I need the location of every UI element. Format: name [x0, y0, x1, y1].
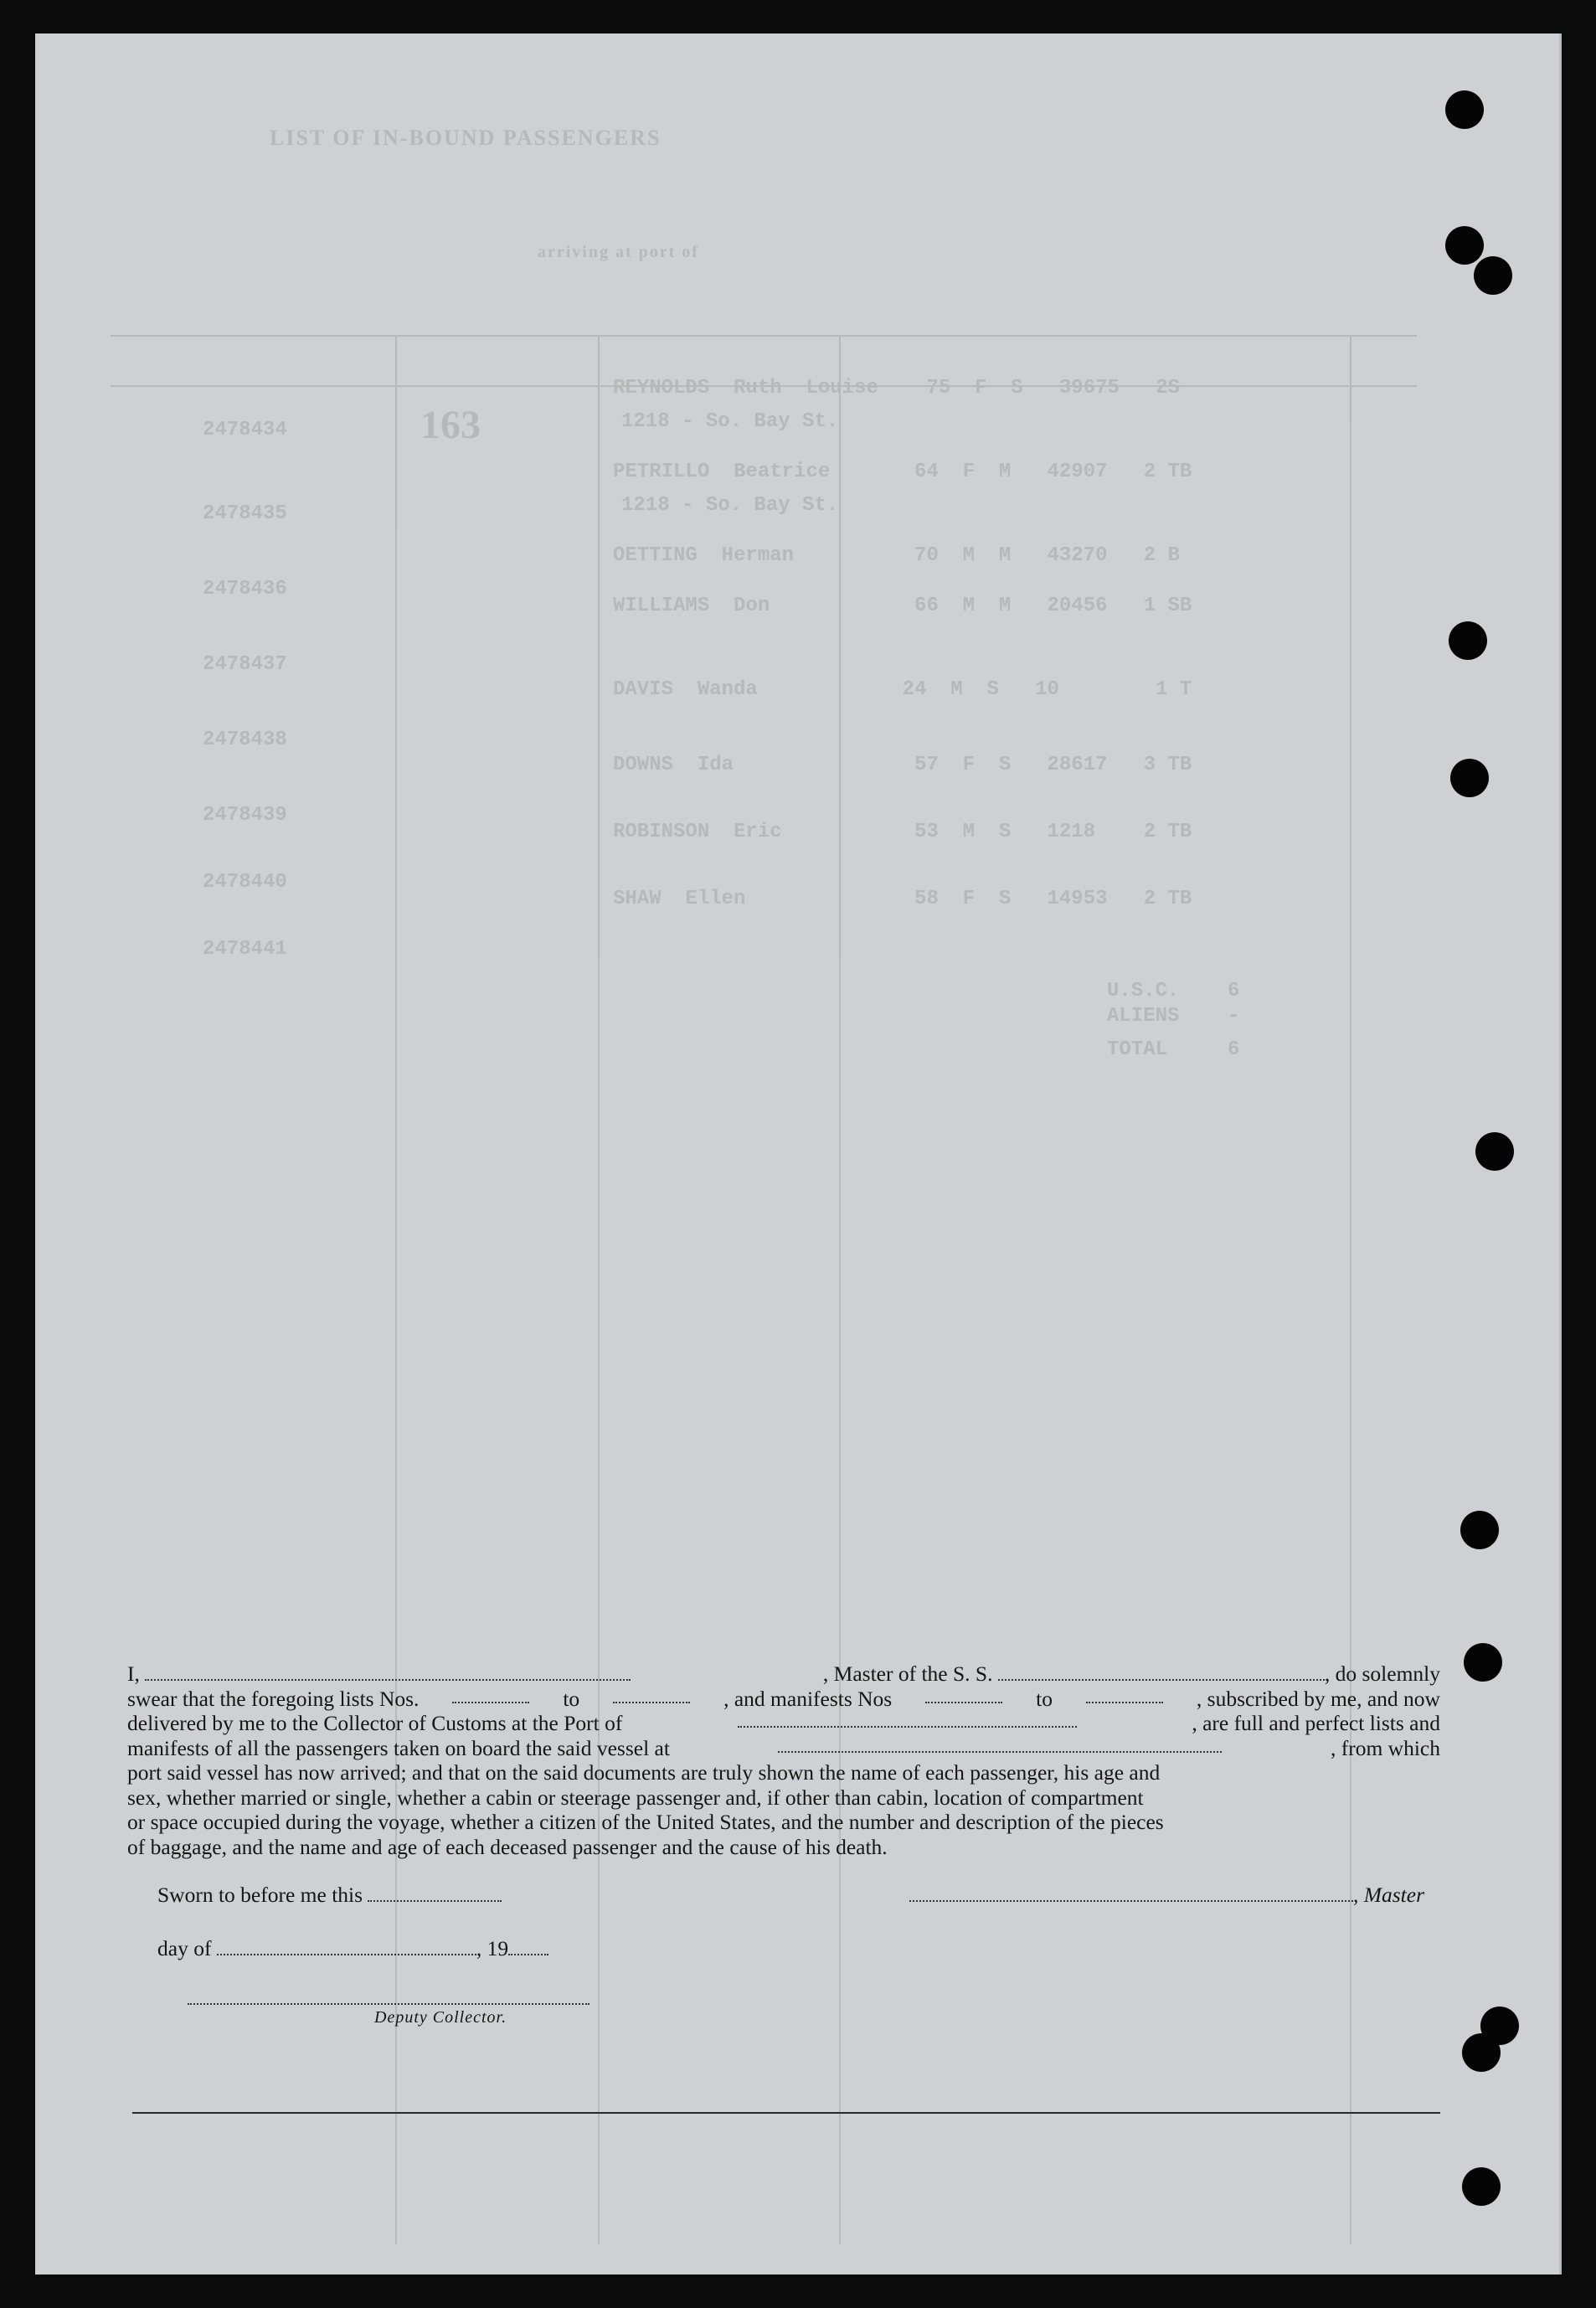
- oath-text: manifests of all the passengers taken on board the said vessel at: [127, 1735, 670, 1760]
- blank-master-signature: [909, 1885, 1353, 1902]
- blank-master-name: [145, 1664, 631, 1681]
- sworn-label: Sworn to before me this: [157, 1883, 363, 1907]
- bleed-column-line: [1350, 335, 1351, 2244]
- oath-line: [127, 1711, 1440, 1736]
- oath-text: , from which: [1330, 1735, 1440, 1760]
- blank-manifest-from: [925, 1687, 1002, 1703]
- bleed-row: OETTING Herman 70 M M 43270 2 B: [613, 544, 1180, 567]
- oath-text: , are full and perfect lists and: [1192, 1711, 1440, 1735]
- bleed-row: ROBINSON Eric 53 M S 1218 2 TB: [613, 821, 1192, 843]
- year-prefix: , 19: [476, 1936, 509, 1960]
- bleed-row: WILLIAMS Don 66 M M 20456 1 SB: [613, 595, 1192, 617]
- oath-text: sex, whether married or single, whether a cabin or steerage passenger and, if other than cabin, location of compartment: [127, 1785, 1144, 1810]
- oath-text: , Master of the S. S.: [822, 1661, 993, 1686]
- punch-hole: [1445, 90, 1484, 129]
- bleed-column-line: [598, 335, 600, 2244]
- punch-hole: [1462, 2033, 1501, 2072]
- master-signature-line: [909, 1883, 1424, 1908]
- blank-vessel-name: [998, 1664, 1325, 1681]
- blank-manifest-to: [1086, 1687, 1163, 1703]
- bleed-right-number: 2478438: [203, 729, 287, 751]
- punch-hole: [1449, 621, 1487, 660]
- oath-text: to: [563, 1686, 580, 1711]
- bleed-row: 1218 - So. Bay St.: [621, 410, 839, 433]
- day-of-line: [157, 1936, 548, 1961]
- oath-line: [127, 1835, 1440, 1860]
- oath-text: port said vessel has now arrived; and that on the said documents are truly shown the name of each passenger, his age and: [127, 1760, 1161, 1785]
- bleed-page-number: 163: [420, 403, 481, 447]
- bleed-column-line: [839, 335, 841, 2244]
- bleed-row: SHAW Ellen 58 F S 14953 2 TB: [613, 888, 1192, 910]
- oath-paragraph: [127, 1661, 1440, 1859]
- oath-text: delivered by me to the Collector of Customs at the Port of: [127, 1711, 623, 1735]
- oath-text: of baggage, and the name and age of each deceased passenger and the cause of his death.: [127, 1834, 888, 1859]
- deputy-collector-label: Deputy Collector.: [374, 2008, 507, 2027]
- blank-port: [738, 1711, 1077, 1728]
- bleed-row: ALIENS -: [1107, 1005, 1240, 1028]
- deputy-signature-blank: [188, 2003, 589, 2005]
- bleed-row: U.S.C. 6: [1107, 980, 1240, 1002]
- blank-embark-port: [778, 1736, 1222, 1753]
- oath-line: [127, 1736, 1440, 1761]
- blank-sworn-date: [368, 1885, 502, 1902]
- punch-hole: [1450, 759, 1489, 797]
- bleed-row: PETRILLO Beatrice 64 F M 42907 2 TB: [613, 461, 1192, 483]
- blank-month: [217, 1939, 476, 1955]
- bleed-header-title: LIST OF IN-BOUND PASSENGERS: [270, 126, 662, 150]
- bleed-row: DOWNS Ida 57 F S 28617 3 TB: [613, 754, 1192, 776]
- blank-list-to: [613, 1687, 690, 1703]
- punch-hole: [1460, 1511, 1499, 1549]
- oath-text: , subscribed by me, and now: [1196, 1686, 1440, 1711]
- oath-line: [127, 1661, 1440, 1687]
- bleed-right-number: 2478440: [203, 871, 287, 894]
- punch-hole: [1445, 226, 1484, 265]
- bleed-right-number: 2478434: [203, 419, 287, 441]
- oath-text: I,: [127, 1661, 140, 1686]
- punch-hole: [1464, 1643, 1502, 1682]
- document-page: [35, 33, 1562, 2275]
- oath-text: , do solemnly: [1324, 1661, 1440, 1686]
- oath-line: [127, 1785, 1440, 1811]
- oath-text: , and manifests Nos: [723, 1686, 893, 1711]
- bottom-rule: [132, 2112, 1440, 2114]
- master-label: , Master: [1353, 1883, 1424, 1907]
- bleed-right-number: 2478436: [203, 578, 287, 600]
- punch-hole: [1462, 2167, 1501, 2206]
- day-of-label: day of: [157, 1936, 212, 1960]
- bleed-row: TOTAL 6: [1107, 1038, 1240, 1061]
- bleed-right-number: 2478437: [203, 653, 287, 676]
- punch-hole: [1474, 256, 1512, 295]
- oath-line: [127, 1760, 1440, 1785]
- bleed-rule: [111, 335, 1417, 337]
- bleed-header-port: arriving at port of: [538, 243, 699, 261]
- bleed-right-number: 2478439: [203, 804, 287, 827]
- blank-year: [508, 1939, 548, 1955]
- bleed-right-number: 2478441: [203, 938, 287, 961]
- punch-hole: [1475, 1132, 1514, 1171]
- oath-text: to: [1036, 1686, 1053, 1711]
- bleed-row: REYNOLDS Ruth Louise 75 F S 39675 2S: [613, 377, 1180, 399]
- oath-text: swear that the foregoing lists Nos.: [127, 1686, 420, 1711]
- bleed-row: DAVIS Wanda 24 M S 10 1 T: [613, 678, 1192, 701]
- blank-list-from: [452, 1687, 529, 1703]
- sworn-line: [157, 1883, 502, 1908]
- bleed-right-number: 2478435: [203, 502, 287, 525]
- oath-text: or space occupied during the voyage, whether a citizen of the United States, and the number and description of the pieces: [127, 1810, 1164, 1834]
- oath-line: [127, 1687, 1440, 1712]
- oath-line: [127, 1810, 1440, 1835]
- bleed-row: 1218 - So. Bay St.: [621, 494, 839, 517]
